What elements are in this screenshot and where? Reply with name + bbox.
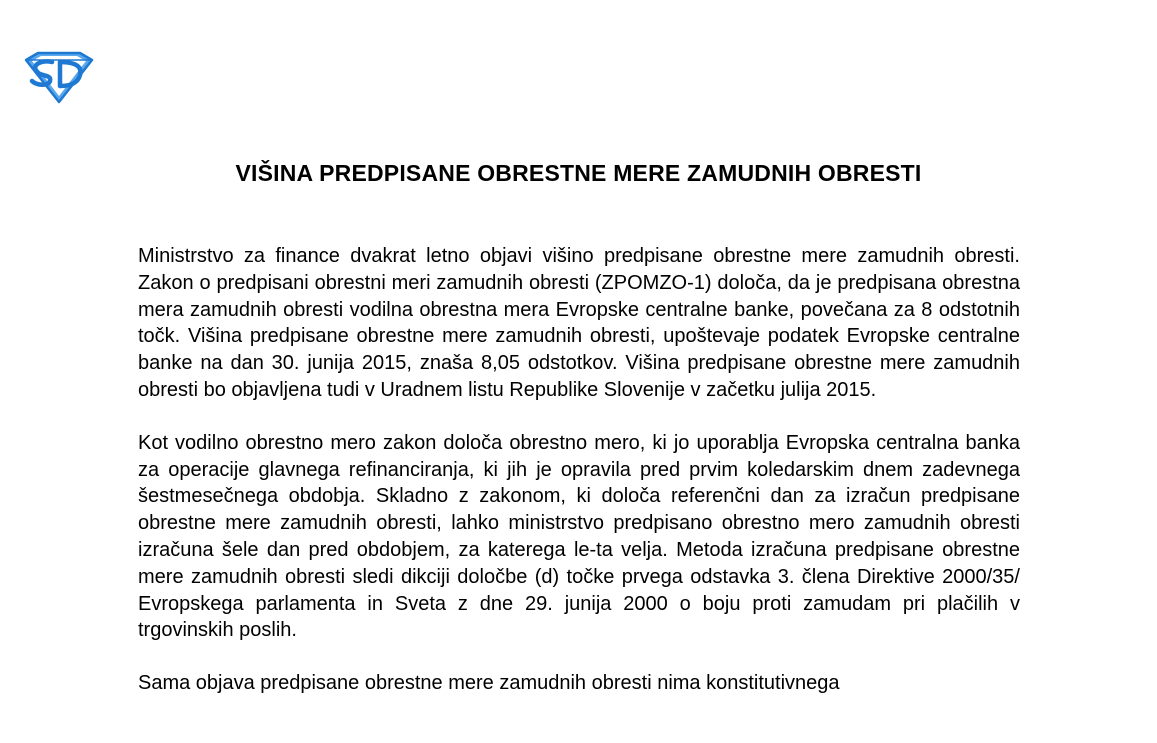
paragraph-2: Kot vodilno obrestno mero zakon določa obrestno mero, ki jo uporablja Evropska centralna banka za operacije glavnega refinanciranja, ki jih je opravila pred prvim koledarskim dnem zadevnega šestmesečnega obdobja. Skladno z zakonom, ki določa referenčni dan za izračun predpisane obrestne mere zamudnih obresti, lahko ministrstvo predpisano obrestno mero zamudnih obresti izračuna šele dan pred obdobjem, za katerega le-ta velja. Metoda izračuna predpisane obrestne mere zamudnih obresti sledi dikciji določbe (d) točke prvega odstavka 3. člena Direktive 2000/35/ Evropskega parlamenta in Sveta z dne 29. junija 2000 o boju proti zamudam pri plačilih v trgovinskih poslih. (138, 431, 1020, 642)
document-body (138, 243, 1020, 697)
paragraph-3: Sama objava predpisane obrestne mere zamudnih obresti nima konstitutivnega (138, 672, 840, 695)
paragraph-1: Ministrstvo za finance dvakrat letno objavi višino predpisane obrestne mere zamudnih obresti. Zakon o predpisani obrestni meri zamudnih obresti (ZPOMZO-1) določa, da je predpisana obrestna mera zamudnih obresti vodilna obrestna mera Evropske centralne banke, povečana za 8 odstotnih točk. Višina predpisane obrestne mere zamudnih obresti, upoštevaje podatek Evropske centralne banke na dan 30. junija 2015, znaša 8,05 odstotkov. Višina predpisane obrestne mere zamudnih obresti bo objavljena tudi v Uradnem listu Republike Slovenije v začetku julija 2015. (138, 245, 1020, 401)
sd-shield-logo-icon (22, 50, 96, 104)
document-title: VIŠINA PREDPISANE OBRESTNE MERE ZAMUDNIH OBRESTI (235, 160, 922, 186)
